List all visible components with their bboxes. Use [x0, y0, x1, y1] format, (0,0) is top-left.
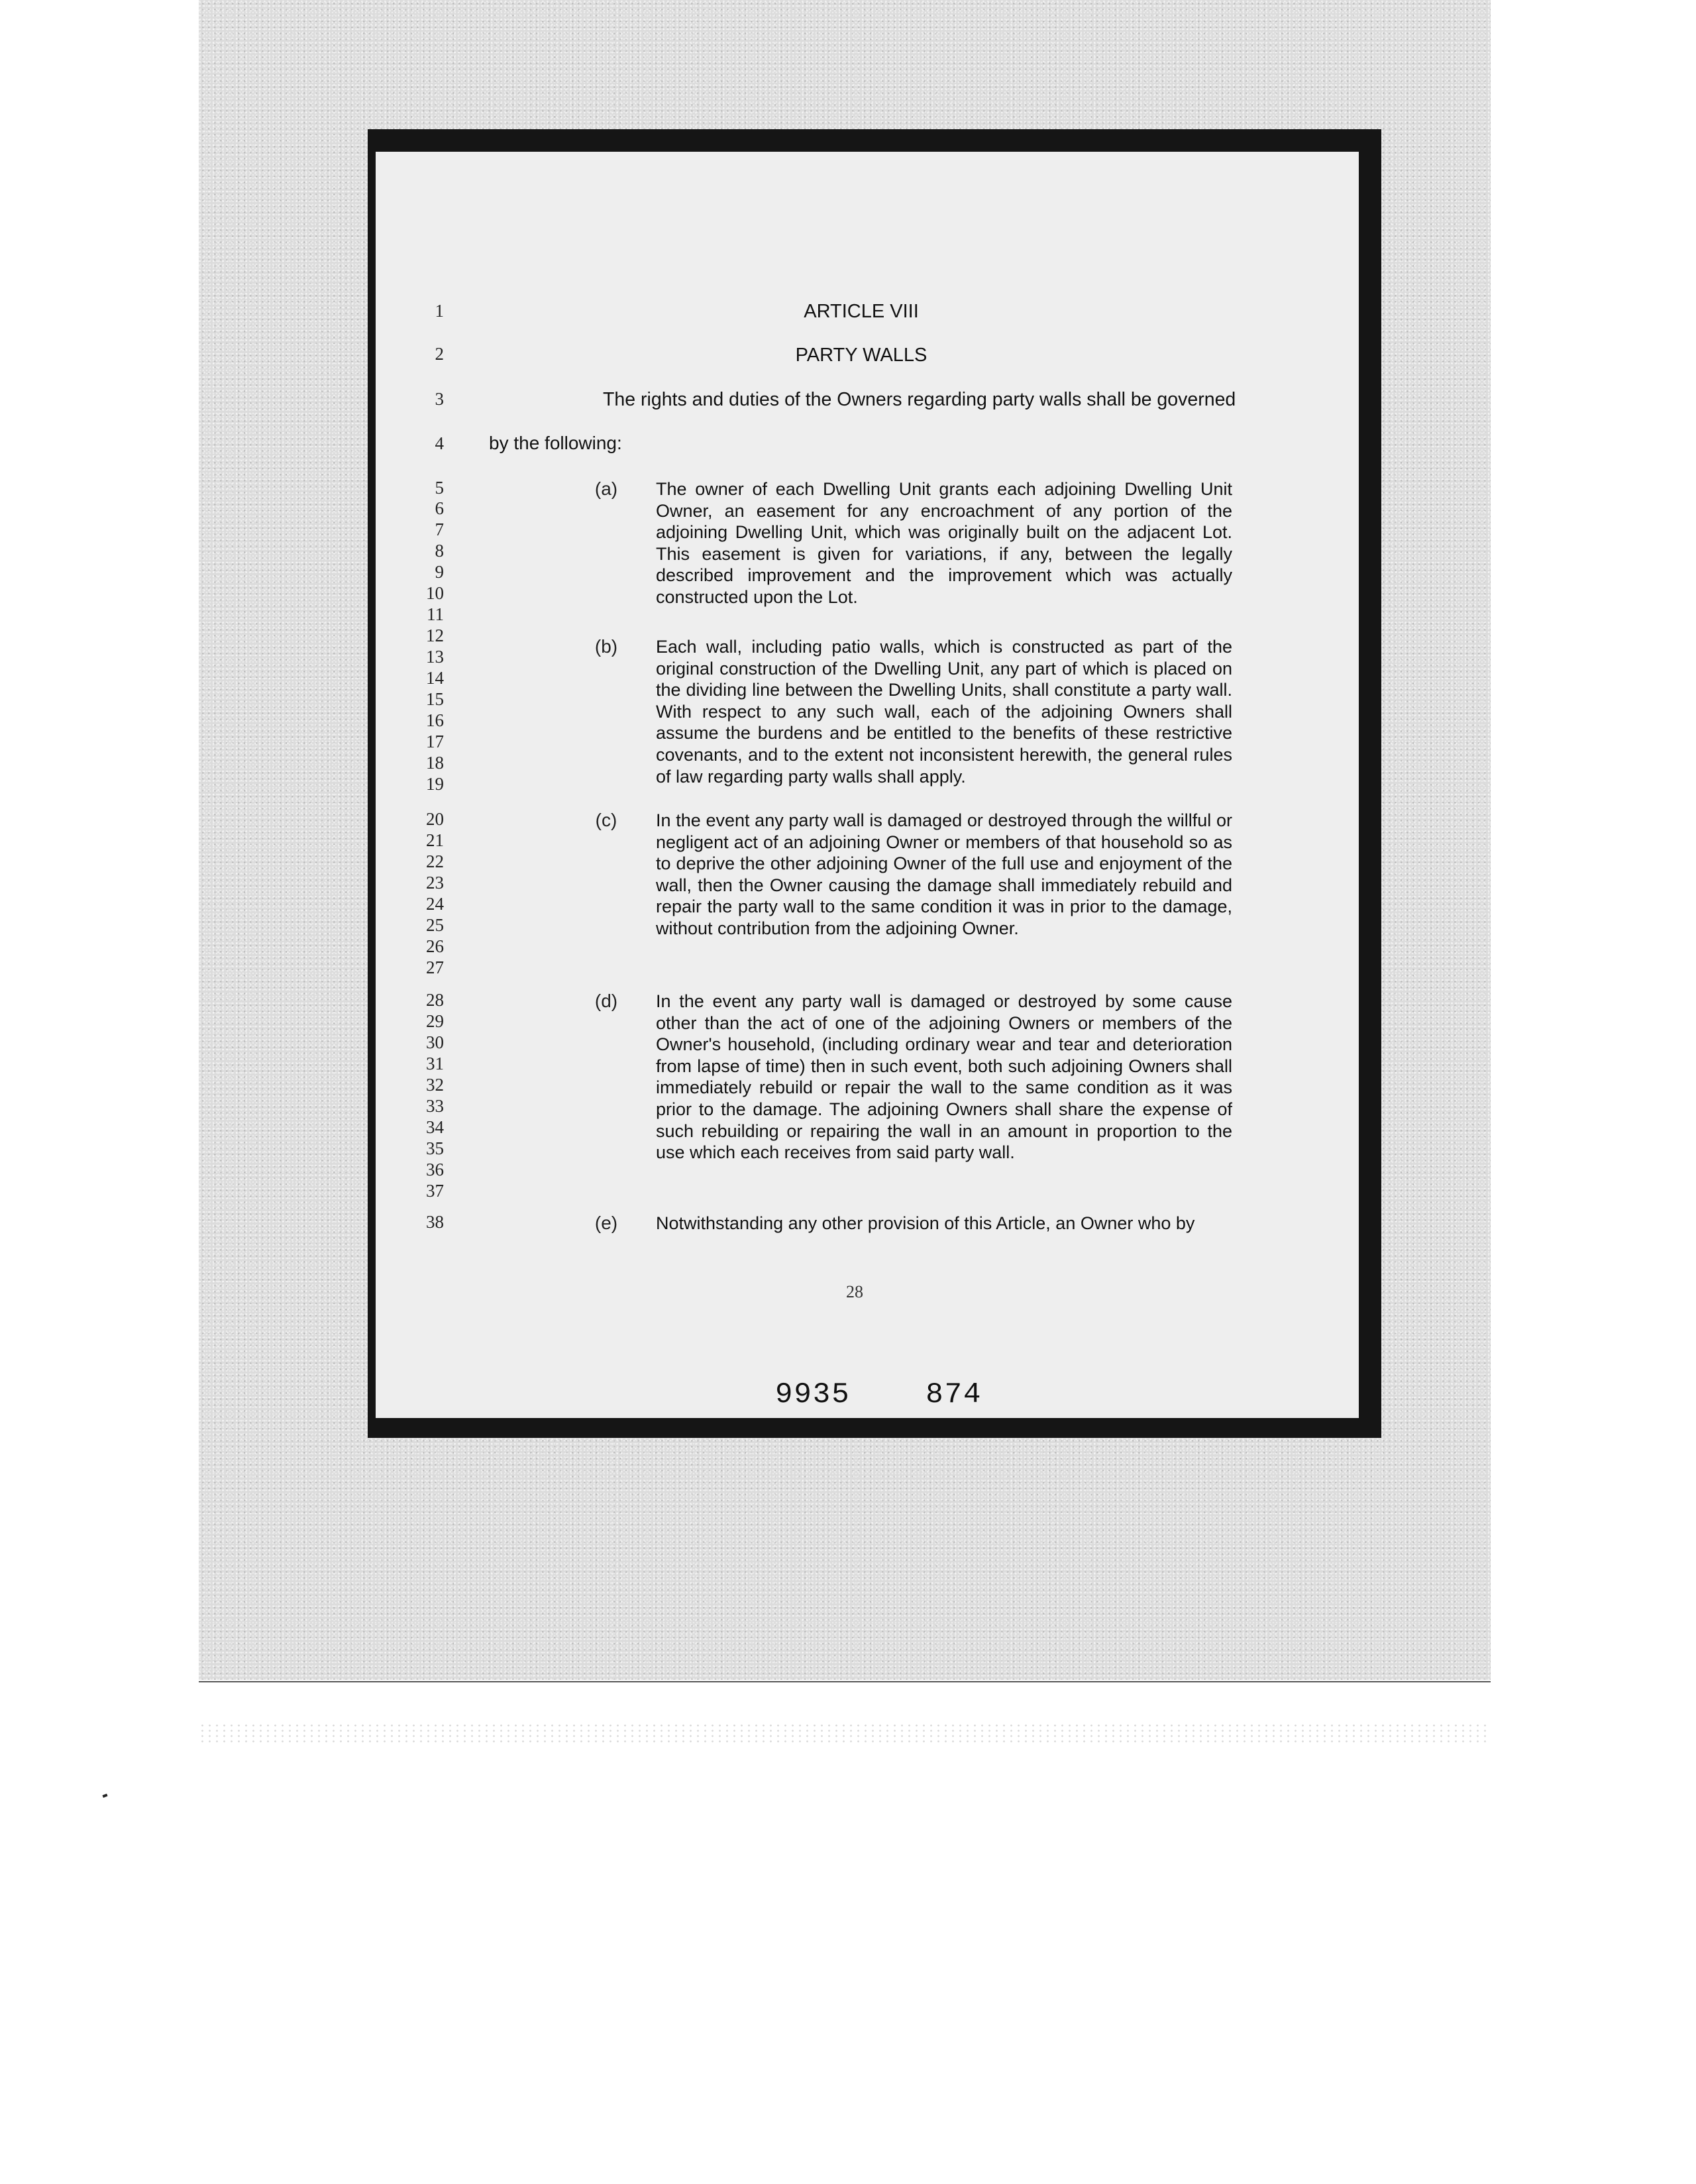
line-number: 36: [426, 1160, 444, 1179]
paragraph-c-text: In the event any party wall is damaged or destroyed through the willful or negligent act of an adjoining Owner or members of that household so as to deprive the other adjoining Owner of the full use and enjoyment of the wall, then the Owner causing the damage shall immediately rebuild and repair the party wall to the same condition it was in prior to the damage, without contribution from the adjoining Owner.: [656, 810, 1232, 938]
line-number: 22: [426, 851, 444, 871]
paragraph-a-text: The owner of each Dwelling Unit grants each adjoining Dwelling Unit Owner, an easement for any encroachment of any portion of the adjoining Dwelling Unit, which was originally built on the adjacent Lot. This easement is given for variations, if any, between the legally described improvement and the improvement which was actually constructed upon the Lot.: [656, 479, 1232, 607]
scan-noise: [199, 1723, 1491, 1743]
line-number: 20: [426, 809, 444, 829]
line-number: 37: [426, 1181, 444, 1201]
line-number: 24: [426, 894, 444, 914]
line-number: 15: [426, 689, 444, 709]
line-number: 16: [426, 710, 444, 730]
paragraph-e-label: (e): [594, 1213, 618, 1233]
line-number: 29: [426, 1011, 444, 1031]
line-number: 30: [426, 1032, 444, 1052]
line-number: 21: [426, 830, 444, 850]
paragraph-c-label: (c): [595, 810, 617, 830]
line-number: 9: [435, 562, 444, 582]
line-number: 6: [435, 498, 444, 518]
line-number: 32: [426, 1075, 444, 1095]
line-number: 26: [426, 936, 444, 956]
line-number: 2: [435, 344, 444, 364]
line-number: 13: [426, 647, 444, 667]
line-number: 33: [426, 1096, 444, 1116]
line-number: 31: [426, 1054, 444, 1073]
line-number: 35: [426, 1138, 444, 1158]
paragraph-a-label: (a): [594, 478, 618, 499]
scan-edge-line: [199, 1681, 1491, 1682]
line-number: 3: [435, 389, 444, 409]
line-number: 8: [435, 541, 444, 561]
line-number: 4: [435, 433, 444, 453]
line-number: 34: [426, 1117, 444, 1137]
line-number: 23: [426, 873, 444, 893]
line-number: 14: [426, 668, 444, 688]
stray-mark: [103, 1794, 108, 1798]
article-title: ARTICLE VIII: [804, 301, 919, 322]
line-number: 19: [426, 774, 444, 794]
section-title: PARTY WALLS: [795, 345, 928, 366]
paragraph-b-label: (b): [594, 636, 618, 657]
line-number: 28: [426, 990, 444, 1010]
line-number: 17: [426, 732, 444, 751]
intro-line-continued: by the following:: [489, 433, 622, 453]
recording-stamp-number: 9935 874: [775, 1378, 982, 1411]
paragraph-d-text: In the event any party wall is damaged or destroyed by some cause other than the act of one of the adjoining Owners or members of the Owner's household, (including ordinary wear and tear and deterioration from lapse of time) then in such event, both such adjoining Owners shall immediately rebuild or repair the wall to the same condition as it was prior to the damage. The adjoining Owners shall share the expense of such rebuilding or repairing the wall in an amount in proportion to the use which each receives from said party wall.: [656, 991, 1232, 1163]
paragraph-e-text: Notwithstanding any other provision of this Article, an Owner who by: [656, 1213, 1195, 1233]
page-number: 28: [846, 1282, 863, 1301]
line-number: 27: [426, 957, 444, 977]
line-number: 18: [426, 753, 444, 773]
line-number: 25: [426, 915, 444, 935]
line-number: 5: [435, 478, 444, 498]
line-number: 11: [427, 604, 444, 624]
line-number: 1: [435, 301, 444, 321]
line-number: 12: [426, 626, 444, 645]
line-number: 7: [435, 519, 444, 539]
line-number: 10: [426, 583, 444, 603]
paragraph-b-text: Each wall, including patio walls, which is constructed as part of the original construction of the Dwelling Unit, any part of which is placed on the dividing line between the Dwelling Units, shall constitute a party wall. With respect to any such wall, each of the adjoining Owners shall assume the burdens and be entitled to the benefits of these restrictive covenants, and to the extent not inconsistent herewith, the general rules of law regarding party walls shall apply.: [656, 637, 1232, 787]
intro-line: The rights and duties of the Owners regarding party walls shall be governed: [603, 389, 1236, 410]
paragraph-d-label: (d): [594, 991, 618, 1011]
line-number: 38: [426, 1212, 444, 1232]
